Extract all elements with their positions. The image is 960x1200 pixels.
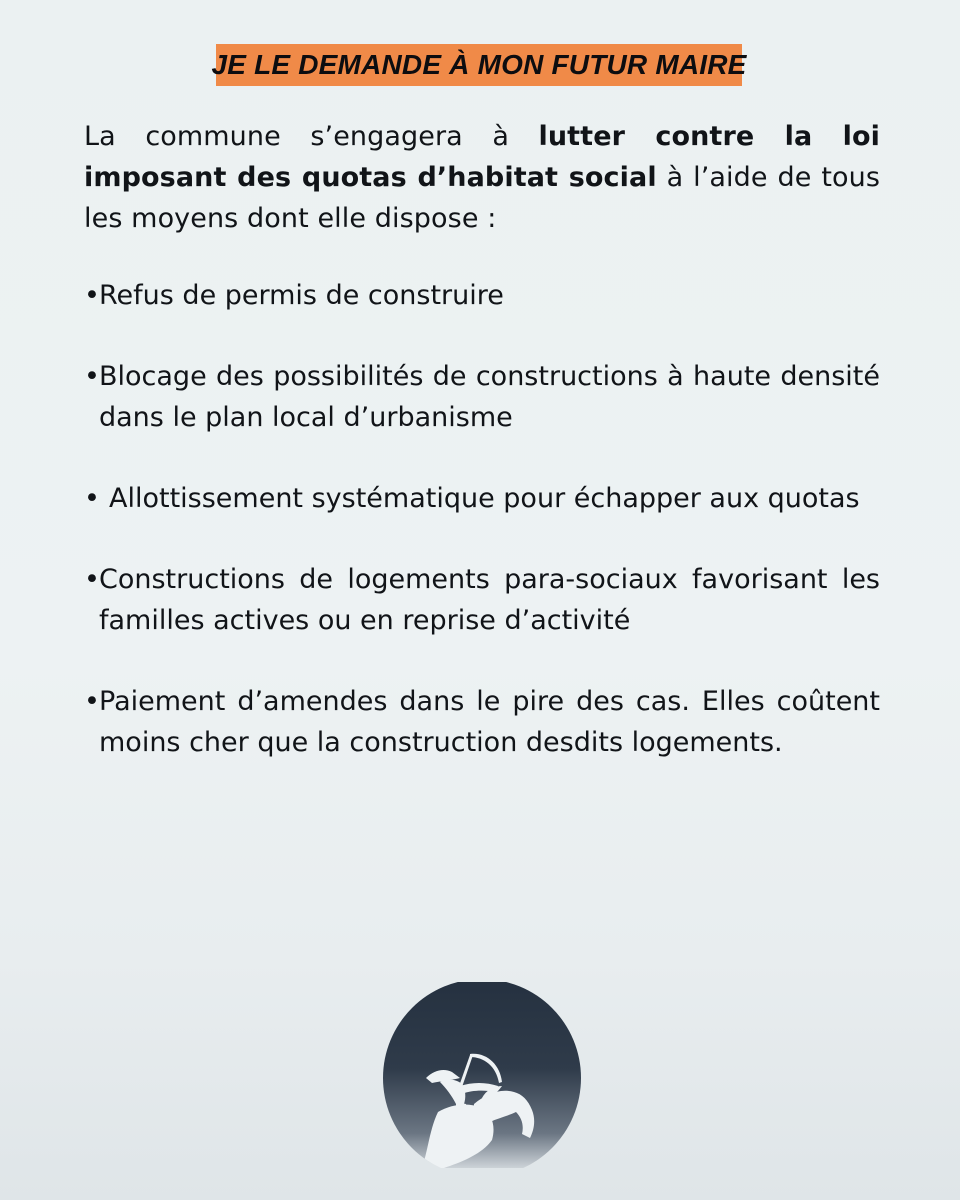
list-item xyxy=(84,681,880,763)
list-item-text: Blocage des possibilités de constructions à haute densité dans le plan local d’urbanisme xyxy=(99,361,880,433)
intro-text-end: à l’aide de tous les moyens dont elle dispose : xyxy=(84,162,880,234)
bullet-icon: • xyxy=(84,280,100,311)
intro-highlight: lutter contre la loi imposant des quotas d’habitat social xyxy=(84,121,880,193)
bullet-icon: • xyxy=(84,686,100,717)
list-item xyxy=(84,559,880,641)
bullet-icon: • xyxy=(84,483,100,514)
horse-rider-archer-emblem-icon xyxy=(382,982,582,1168)
list-item-text: Paiement d’amendes dans le pire des cas. Elles coûtent moins cher que la construction desdits logements. xyxy=(99,686,880,758)
bullet-icon: • xyxy=(84,564,100,595)
list-item xyxy=(84,356,880,438)
banner-title: JE LE DEMANDE À MON FUTUR MAIRE xyxy=(211,49,747,80)
list-item xyxy=(84,478,880,519)
main-content xyxy=(84,116,880,803)
list-item-text: Constructions de logements para-sociaux favorisant les familles actives ou en reprise d’activité xyxy=(99,564,880,636)
measures-list xyxy=(84,275,880,763)
header-banner xyxy=(211,44,747,86)
intro-text-start: La commune s’engagera à xyxy=(84,121,539,152)
list-item xyxy=(84,275,880,316)
list-item-text: Refus de permis de construire xyxy=(99,280,504,311)
intro-paragraph xyxy=(84,116,880,239)
bullet-icon: • xyxy=(84,361,100,392)
list-item-text: Allottissement systématique pour échapper aux quotas xyxy=(109,483,860,514)
